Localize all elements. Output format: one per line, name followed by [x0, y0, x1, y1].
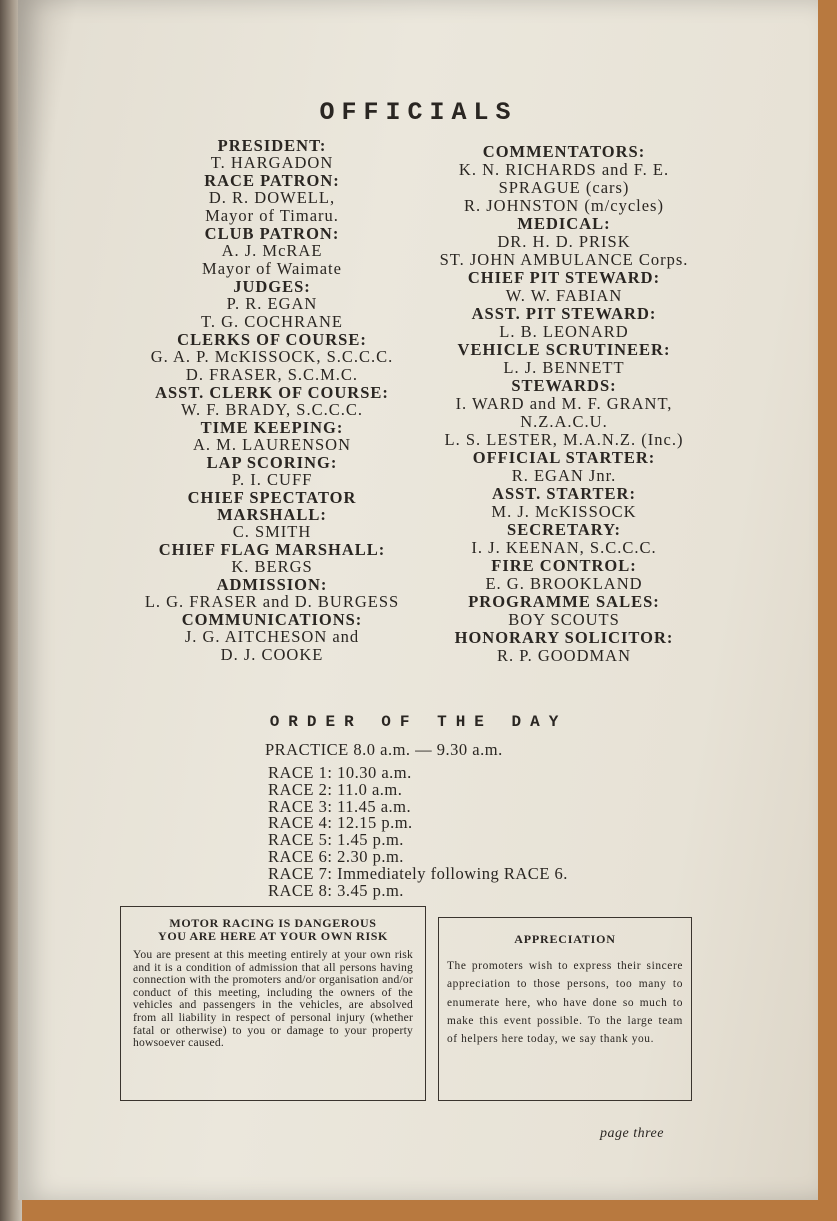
official-role: COMMENTATORS: [482, 142, 646, 161]
official-name: W. W. FABIAN [505, 286, 623, 305]
official-role: CLUB PATRON: [204, 224, 340, 243]
official-name: I. WARD and M. F. GRANT, [455, 394, 673, 413]
official-name: D. J. COOKE [220, 645, 324, 664]
appreciation-body-text: The promoters wish to express their sincere appreciation to those persons, too many to enumerate here, who have done so much to make this event possible. To the large team of helpers here today, we say thank you. [447, 960, 683, 1046]
official-name: T. G. COCHRANE [200, 312, 344, 331]
danger-notice-box [120, 906, 426, 1101]
official-entry [117, 576, 427, 611]
official-name: R. JOHNSTON (m/cycles) [464, 196, 664, 215]
official-entry [414, 449, 714, 485]
official-name: K. N. RICHARDS and F. E. [458, 160, 670, 179]
race-row: RACE 6: 2.30 p.m. [268, 846, 404, 866]
official-name: I. J. KEENAN, S.C.C.C. [471, 538, 657, 557]
official-role: COMMUNICATIONS: [181, 610, 363, 629]
official-entry [117, 172, 427, 225]
official-entry [117, 541, 427, 576]
official-name: G. A. P. McKISSOCK, S.C.C.C. [150, 347, 394, 366]
official-name: L. B. LEONARD [499, 322, 629, 341]
official-name: T. HARGADON [210, 153, 334, 172]
race-row: RACE 4: 12.15 p.m. [268, 813, 413, 833]
official-role: MEDICAL: [517, 214, 611, 233]
official-name: D. R. DOWELL, [208, 188, 336, 207]
appreciation-heading: APPRECIATION [514, 932, 616, 946]
official-entry [117, 331, 427, 384]
official-role: STEWARDS: [511, 376, 617, 395]
order-of-the-day-heading: ORDER OF THE DAY [269, 713, 568, 731]
official-entry [414, 485, 714, 521]
official-name: A. M. LAURENSON [192, 435, 351, 454]
official-name: DR. H. D. PRISK [497, 232, 631, 251]
official-entry [117, 137, 427, 172]
race-row: RACE 8: 3.45 p.m. [268, 880, 404, 900]
official-role: TIME KEEPING: [200, 418, 344, 437]
official-name: R. P. GOODMAN [496, 646, 632, 665]
official-name: J. G. AITCHESON and [184, 627, 360, 646]
official-entry [414, 341, 714, 377]
official-name: BOY SCOUTS [508, 610, 620, 629]
official-role: CHIEF PIT STEWARD: [467, 268, 661, 287]
official-name: Mayor of Waimate [202, 259, 342, 278]
official-entry [414, 377, 714, 449]
official-role: RACE PATRON: [204, 171, 340, 190]
race-schedule [268, 765, 568, 899]
official-name: L. J. BENNETT [503, 358, 625, 377]
page-number: page three [600, 1126, 664, 1141]
race-row: RACE 1: 10.30 a.m. [268, 763, 412, 782]
official-name: A. J. McRAE [221, 241, 323, 260]
official-role: PRESIDENT: [217, 136, 327, 155]
official-entry [117, 278, 427, 331]
official-role: ASST. CLERK OF COURSE: [155, 383, 389, 402]
official-entry [414, 143, 714, 215]
official-name: P. R. EGAN [226, 294, 318, 313]
danger-heading-1: MOTOR RACING IS DANGEROUS [169, 916, 377, 930]
official-role: MARSHALL: [217, 505, 327, 524]
official-name: L. S. LESTER, M.A.N.Z. (Inc.) [444, 430, 684, 449]
official-role: LAP SCORING: [206, 453, 338, 472]
official-name: C. SMITH [232, 522, 312, 541]
official-role: JUDGES: [233, 277, 311, 296]
official-entry [117, 384, 427, 419]
official-role: CLERKS OF COURSE: [177, 330, 367, 349]
official-role: FIRE CONTROL: [491, 556, 637, 575]
official-entry [414, 521, 714, 557]
official-name: E. G. BROOKLAND [485, 574, 643, 593]
official-entry [117, 489, 427, 541]
official-entry [117, 454, 427, 489]
race-row: RACE 2: 11.0 a.m. [268, 779, 403, 799]
official-role: CHIEF SPECTATOR [187, 488, 357, 507]
official-entry [414, 269, 714, 305]
official-entry [414, 557, 714, 593]
official-name: K. BERGS [231, 557, 313, 576]
race-row: RACE 7: Immediately following RACE 6. [268, 863, 568, 883]
official-role: SECRETARY: [507, 520, 621, 539]
official-role: CHIEF FLAG MARSHALL: [158, 540, 386, 559]
official-name: W. F. BRADY, S.C.C.C. [181, 400, 363, 419]
officials-left-column [117, 137, 427, 664]
official-name: R. EGAN Jnr. [511, 466, 617, 485]
official-name: M. J. McKISSOCK [491, 502, 637, 521]
official-name: L. G. FRASER and D. BURGESS [144, 592, 400, 611]
official-name: SPRAGUE (cars) [498, 178, 630, 197]
official-role: ADMISSION: [216, 575, 328, 594]
race-row: RACE 5: 1.45 p.m. [268, 830, 404, 850]
official-name: N.Z.A.C.U. [520, 412, 608, 431]
appreciation-box [438, 917, 692, 1101]
official-entry [117, 419, 427, 454]
race-row: RACE 3: 11.45 a.m. [268, 796, 412, 816]
practice-time: PRACTICE 8.0 a.m. — 9.30 a.m. [265, 740, 503, 759]
official-entry [414, 593, 714, 629]
danger-body-text: You are present at this meeting entirely at your own risk and it is a condition of admission that all persons having connection with the promoters and/or organisation and/or conduct of this meeting, including the owners of the vehicles and passengers in the vehicles, are absolved from all liability in respect of personal injury (whether fatal or otherwise) to you or damage to your property howsoever caused. [133, 948, 413, 1050]
official-role: ASST. STARTER: [492, 484, 636, 503]
official-entry [414, 305, 714, 341]
official-name: P. I. CUFF [231, 470, 313, 489]
official-role: PROGRAMME SALES: [468, 592, 660, 611]
official-entry [117, 225, 427, 278]
official-role: HONORARY SOLICITOR: [454, 628, 674, 647]
official-name: Mayor of Timaru. [205, 206, 339, 225]
page-title: OFFICIALS [319, 98, 518, 127]
official-role: OFFICIAL STARTER: [472, 448, 656, 467]
danger-heading-2: YOU ARE HERE AT YOUR OWN RISK [158, 929, 388, 943]
official-name: ST. JOHN AMBULANCE Corps. [439, 250, 689, 269]
officials-right-column [414, 143, 714, 665]
official-name: D. FRASER, S.C.M.C. [185, 365, 359, 384]
official-role: VEHICLE SCRUTINEER: [457, 340, 671, 359]
official-role: ASST. PIT STEWARD: [471, 304, 657, 323]
official-entry [414, 215, 714, 269]
official-entry [414, 629, 714, 665]
official-entry [117, 611, 427, 664]
